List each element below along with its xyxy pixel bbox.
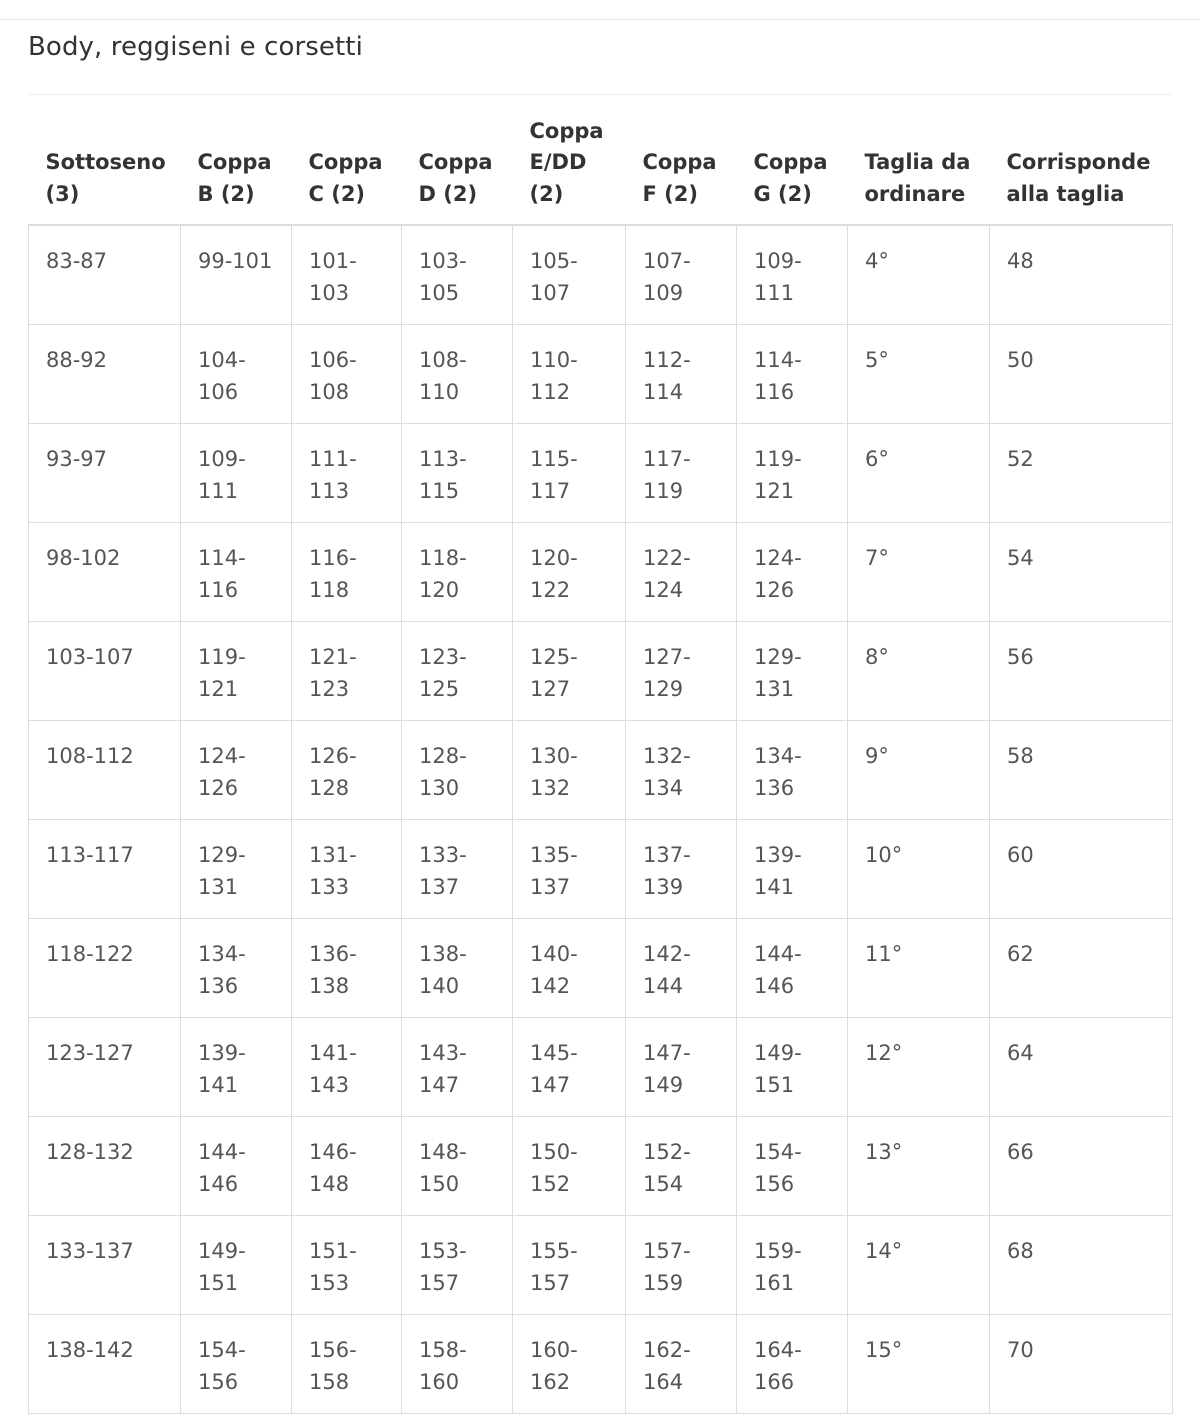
table-cell: 155- 157 (513, 1215, 626, 1314)
table-row (29, 621, 1173, 720)
table-row (29, 720, 1173, 819)
table-cell: 150- 152 (513, 1116, 626, 1215)
table-cell: 12° (848, 1017, 990, 1116)
table-row (29, 423, 1173, 522)
top-divider (0, 19, 1200, 20)
table-row (29, 1017, 1173, 1116)
table-row (29, 918, 1173, 1017)
table-cell: 130- 132 (513, 720, 626, 819)
table-cell: 4° (848, 225, 990, 324)
column-header: Taglia da ordinare (848, 95, 990, 225)
table-row (29, 324, 1173, 423)
table-cell: 110- 112 (513, 324, 626, 423)
table-cell: 98-102 (29, 522, 181, 621)
table-cell: 107- 109 (626, 225, 737, 324)
table-row (29, 1215, 1173, 1314)
table-cell: 93-97 (29, 423, 181, 522)
table-cell: 104- 106 (181, 324, 292, 423)
table-cell: 11° (848, 918, 990, 1017)
table-cell: 121- 123 (292, 621, 402, 720)
table-cell: 133- 137 (402, 819, 513, 918)
table-cell: 152- 154 (626, 1116, 737, 1215)
table-cell: 83-87 (29, 225, 181, 324)
table-cell: 131- 133 (292, 819, 402, 918)
table-cell: 145- 147 (513, 1017, 626, 1116)
table-cell: 112- 114 (626, 324, 737, 423)
table-cell: 58 (990, 720, 1173, 819)
table-cell: 88-92 (29, 324, 181, 423)
table-cell: 66 (990, 1116, 1173, 1215)
table-cell: 54 (990, 522, 1173, 621)
table-cell: 136- 138 (292, 918, 402, 1017)
table-cell: 50 (990, 324, 1173, 423)
table-cell: 141- 143 (292, 1017, 402, 1116)
table-cell: 139- 141 (737, 819, 848, 918)
table-cell: 142- 144 (626, 918, 737, 1017)
table-cell: 139- 141 (181, 1017, 292, 1116)
table-cell: 123-127 (29, 1017, 181, 1116)
size-table (28, 95, 1173, 1414)
table-cell: 108- 110 (402, 324, 513, 423)
table-cell: 158- 160 (402, 1314, 513, 1413)
table-cell: 132- 134 (626, 720, 737, 819)
table-cell: 108-112 (29, 720, 181, 819)
table-cell: 114- 116 (737, 324, 848, 423)
table-cell: 138-142 (29, 1314, 181, 1413)
table-cell: 60 (990, 819, 1173, 918)
table-cell: 154- 156 (181, 1314, 292, 1413)
table-cell: 144- 146 (181, 1116, 292, 1215)
table-cell: 151- 153 (292, 1215, 402, 1314)
table-cell: 149- 151 (181, 1215, 292, 1314)
table-cell: 10° (848, 819, 990, 918)
table-cell: 144- 146 (737, 918, 848, 1017)
table-cell: 119- 121 (737, 423, 848, 522)
table-row (29, 522, 1173, 621)
table-cell: 103-107 (29, 621, 181, 720)
table-cell: 129- 131 (737, 621, 848, 720)
table-cell: 13° (848, 1116, 990, 1215)
table-row (29, 819, 1173, 918)
table-row (29, 225, 1173, 324)
table-cell: 103- 105 (402, 225, 513, 324)
table-cell: 138- 140 (402, 918, 513, 1017)
table-cell: 99-101 (181, 225, 292, 324)
column-header: Sottoseno (3) (29, 95, 181, 225)
table-cell: 157- 159 (626, 1215, 737, 1314)
table-cell: 156- 158 (292, 1314, 402, 1413)
table-cell: 153- 157 (402, 1215, 513, 1314)
table-cell: 118- 120 (402, 522, 513, 621)
table-cell: 148- 150 (402, 1116, 513, 1215)
table-cell: 129- 131 (181, 819, 292, 918)
table-cell: 134- 136 (181, 918, 292, 1017)
table-cell: 128-132 (29, 1116, 181, 1215)
table-cell: 118-122 (29, 918, 181, 1017)
table-cell: 14° (848, 1215, 990, 1314)
table-cell: 9° (848, 720, 990, 819)
table-cell: 68 (990, 1215, 1173, 1314)
table-row (29, 1314, 1173, 1413)
table-body (29, 225, 1173, 1413)
table-cell: 111- 113 (292, 423, 402, 522)
table-cell: 115- 117 (513, 423, 626, 522)
table-cell: 7° (848, 522, 990, 621)
table-row (29, 1116, 1173, 1215)
table-cell: 125- 127 (513, 621, 626, 720)
table-cell: 162- 164 (626, 1314, 737, 1413)
table-cell: 109- 111 (737, 225, 848, 324)
table-cell: 137- 139 (626, 819, 737, 918)
table-cell: 146- 148 (292, 1116, 402, 1215)
table-cell: 164- 166 (737, 1314, 848, 1413)
column-header: Coppa D (2) (402, 95, 513, 225)
table-cell: 122- 124 (626, 522, 737, 621)
table-cell: 117- 119 (626, 423, 737, 522)
table-cell: 154- 156 (737, 1116, 848, 1215)
table-cell: 5° (848, 324, 990, 423)
table-cell: 128- 130 (402, 720, 513, 819)
table-cell: 109- 111 (181, 423, 292, 522)
table-cell: 133-137 (29, 1215, 181, 1314)
column-header: Coppa B (2) (181, 95, 292, 225)
table-cell: 143- 147 (402, 1017, 513, 1116)
table-cell: 6° (848, 423, 990, 522)
table-cell: 159- 161 (737, 1215, 848, 1314)
table-cell: 56 (990, 621, 1173, 720)
table-cell: 119- 121 (181, 621, 292, 720)
table-cell: 106- 108 (292, 324, 402, 423)
column-header: Coppa C (2) (292, 95, 402, 225)
table-cell: 124- 126 (181, 720, 292, 819)
table-cell: 113-117 (29, 819, 181, 918)
table-cell: 101- 103 (292, 225, 402, 324)
table-cell: 124- 126 (737, 522, 848, 621)
table-cell: 134- 136 (737, 720, 848, 819)
table-cell: 147- 149 (626, 1017, 737, 1116)
table-cell: 140- 142 (513, 918, 626, 1017)
table-cell: 52 (990, 423, 1173, 522)
table-cell: 123- 125 (402, 621, 513, 720)
table-header (29, 95, 1173, 225)
table-cell: 127- 129 (626, 621, 737, 720)
table-cell: 62 (990, 918, 1173, 1017)
table-cell: 15° (848, 1314, 990, 1413)
table-cell: 113- 115 (402, 423, 513, 522)
column-header: Coppa F (2) (626, 95, 737, 225)
table-cell: 105- 107 (513, 225, 626, 324)
column-header: Coppa G (2) (737, 95, 848, 225)
table-cell: 114- 116 (181, 522, 292, 621)
column-header: Corrisponde alla taglia (990, 95, 1173, 225)
table-cell: 116- 118 (292, 522, 402, 621)
table-cell: 48 (990, 225, 1173, 324)
section-title: Body, reggiseni e corsetti (28, 32, 363, 62)
header-row (29, 95, 1173, 225)
table-cell: 160- 162 (513, 1314, 626, 1413)
column-header: Coppa E/DD (2) (513, 95, 626, 225)
table-cell: 135- 137 (513, 819, 626, 918)
table-cell: 8° (848, 621, 990, 720)
table-cell: 70 (990, 1314, 1173, 1413)
table-cell: 149- 151 (737, 1017, 848, 1116)
table-cell: 126- 128 (292, 720, 402, 819)
table-cell: 64 (990, 1017, 1173, 1116)
table-cell: 120- 122 (513, 522, 626, 621)
